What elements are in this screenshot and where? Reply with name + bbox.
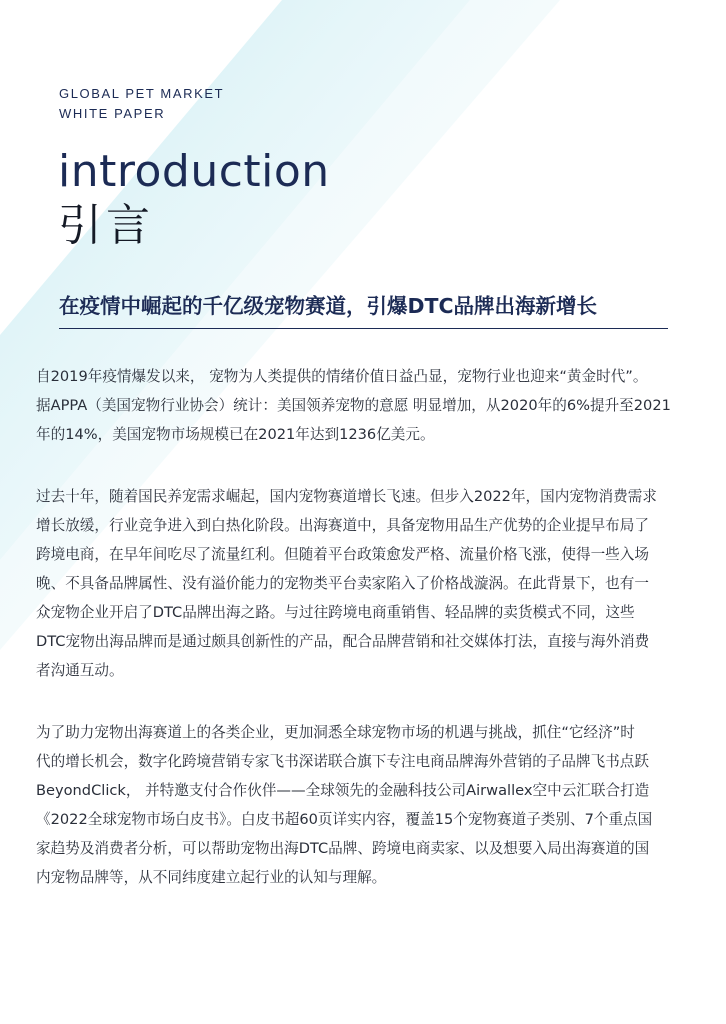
paragraph-line: 者沟通互动。	[36, 662, 124, 679]
eyebrow-line-1: GLOBAL PET MARKET	[59, 86, 225, 101]
paragraph-line: 晚、不具备品牌属性、没有溢价能力的宠物类平台卖家陷入了价格战漩涡。在此背景下，也有一	[36, 575, 649, 592]
paragraph-line: DTC宠物出海品牌而是通过颇具创新性的产品，配合品牌营销和社交媒体打法，直接与海外消费	[36, 633, 650, 650]
paragraph-2	[36, 482, 692, 685]
paragraph-line: 代的增长机会，数字化跨境营销专家飞书深诺联合旗下专注电商品牌海外营销的子品牌飞书点跃	[36, 753, 649, 770]
paragraph-line: BeyondClick， 并特邀支付合作伙伴——全球领先的金融科技公司Airwallex空中云汇联合打造	[36, 782, 650, 799]
paragraph-line: 内宠物品牌等，从不同纬度建立起行业的认知与理解。	[36, 869, 387, 886]
paragraph-line: 家趋势及消费者分析，可以帮助宠物出海DTC品牌、跨境电商卖家、以及想要入局出海赛道的国	[36, 840, 650, 857]
subtitle-underline	[59, 328, 668, 329]
paragraph-line: 《2022全球宠物市场白皮书》。白皮书超60页详实内容，覆盖15个宠物赛道子类别、7个重点国	[36, 811, 653, 828]
paragraph-line: 增长放缓，行业竞争进入到白热化阶段。出海赛道中，具备宠物用品生产优势的企业提早布局了	[36, 517, 649, 534]
paragraph-line: 跨境电商，在早年间吃尽了流量红利。但随着平台政策愈发严格、流量价格飞涨，使得一些入场	[36, 546, 649, 563]
section-subtitle: 在疫情中崛起的千亿级宠物赛道，引爆DTC品牌出海新增长	[59, 294, 598, 318]
paragraph-line: 自2019年疫情爆发以来， 宠物为人类提供的情绪价值日益凸显，宠物行业也迎来“黄金时代”。	[36, 368, 648, 385]
paragraph-line: 众宠物企业开启了DTC品牌出海之路。与过往跨境电商重销售、轻品牌的卖货模式不同，这些	[36, 604, 635, 621]
page-title-english: introduction	[58, 146, 330, 197]
paragraph-line: 年的14%，美国宠物市场规模已在2021年达到1236亿美元。	[36, 426, 435, 443]
paragraph-line: 据APPA（美国宠物行业协会）统计：美国领养宠物的意愿 明显增加，从2020年的6%提升至2021	[36, 397, 671, 414]
page-title-chinese: 引言	[58, 200, 154, 251]
paragraph-3	[36, 718, 692, 892]
paragraph-line: 为了助力宠物出海赛道上的各类企业，更加洞悉全球宠物市场的机遇与挑战，抓住“它经济”时	[36, 724, 635, 741]
eyebrow-line-2: WHITE PAPER	[59, 106, 166, 121]
intro-body	[36, 362, 692, 925]
paragraph-line: 过去十年，随着国民养宠需求崛起，国内宠物赛道增长飞速。但步入2022年，国内宠物消费需求	[36, 488, 657, 505]
report-eyebrow	[59, 84, 224, 124]
paragraph-1	[36, 362, 692, 449]
